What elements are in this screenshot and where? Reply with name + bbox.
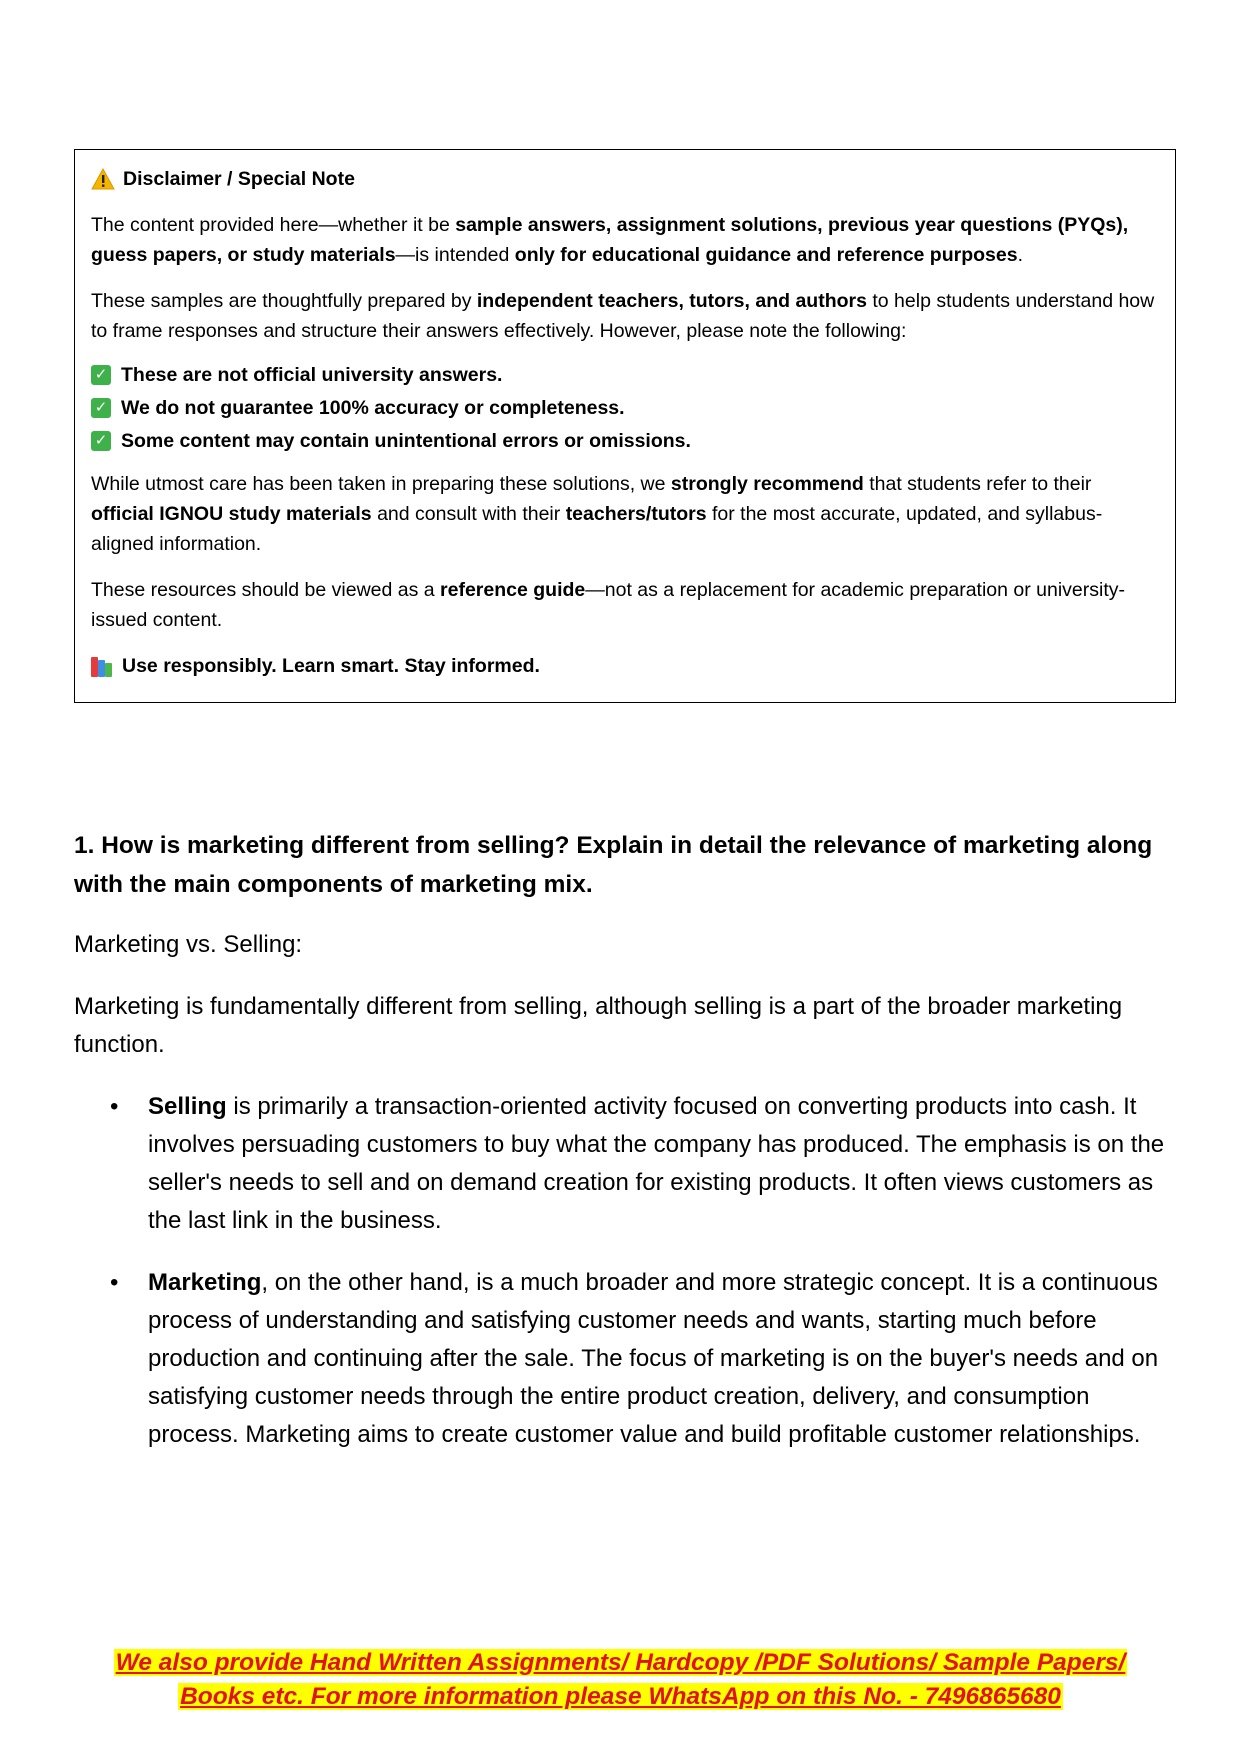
warning-icon [91,168,115,190]
bold-text: official IGNOU study materials [91,503,372,525]
description: , on the other hand, is a much broader and more strategic concept. It is a continuous process of understanding and satisfying customer needs and wants, starting much before production and continuing after the sale. The focus of marketing is on the buyer's needs and on satisfying customer needs through the entire product creation, delivery, and consumption process. Marketing aims to create customer value and build profitable customer relationships. [148,1269,1159,1448]
check-item-text: These are not official university answers. [121,363,503,386]
subheading: Marketing vs. Selling: [74,931,303,958]
bold-text: reference guide [440,579,586,601]
bold-text: independent teachers, tutors, and authors [476,290,867,312]
check-item [91,358,1159,391]
bold-text: only for educational guidance and reference purposes [514,244,1018,266]
check-item [91,391,1159,424]
check-item-text: Some content may contain unintentional errors or omissions. [121,429,691,452]
text: that students refer to their [863,473,1092,495]
description: is primarily a transaction-oriented activity focused on converting products into cash. It involves persuading customers to buy what the company has produced. The emphasis is on the seller's needs to sell and on demand creation for existing products. It often views customers as the last link in the business. [148,1093,1165,1234]
text: —is intended [395,244,515,266]
question-heading: 1. How is marketing different from selling? Explain in detail the relevance of marketing along with the main components of marketing mix. [74,832,1153,898]
promo-line-1: We also provide Hand Written Assignments/ Hardcopy /PDF Solutions/ Sample Papers/ [115,1649,1126,1676]
term: Selling [148,1093,227,1120]
promo-banner [60,1646,1181,1714]
checkmark-icon: ✓ [91,431,111,451]
disclaimer-title: Disclaimer / Special Note [123,168,355,190]
disclaimer-box [74,149,1176,703]
disclaimer-paragraph-2 [91,286,1159,346]
text: —not as a replacement for academic preparation or university-issued content. [91,579,1126,631]
disclaimer-check-list [91,358,1159,457]
text: The content provided here—whether it be [91,214,456,236]
text: These resources should be viewed as a [91,579,441,601]
term: Marketing [148,1269,262,1296]
bold-text: sample answers, assignment solutions, previous year questions (PYQs), guess papers, or study materials [91,214,1129,266]
text: While utmost care has been taken in preparing these solutions, we [91,473,671,495]
checkmark-icon: ✓ [91,398,111,418]
promo-line-2: Books etc. For more information please WhatsApp on this No. - 7496865680 [180,1683,1061,1710]
disclaimer-paragraph-3 [91,469,1159,559]
list-item [148,1088,1174,1240]
intro-paragraph: Marketing is fundamentally different from selling, although selling is a part of the broader marketing function. [74,993,1123,1058]
disclaimer-paragraph-1 [91,210,1159,270]
text: for the most accurate, updated, and syllabus-aligned information. [91,503,1103,555]
checkmark-icon: ✓ [91,365,111,385]
text: and consult with their [371,503,566,525]
disclaimer-footer [91,651,1159,681]
bullet-list [74,1088,1174,1454]
bold-text: strongly recommend [670,473,864,495]
disclaimer-paragraph-4 [91,575,1159,635]
disclaimer-heading [91,164,1159,194]
bold-text: teachers/tutors [565,503,707,525]
disclaimer-footer-text: Use responsibly. Learn smart. Stay informed. [122,655,540,677]
answer-section [74,826,1174,1478]
text: These samples are thoughtfully prepared by [91,290,477,312]
text: . [1017,244,1024,266]
list-item [148,1264,1174,1454]
books-icon [91,655,113,677]
text: to help students understand how to frame responses and structure their answers effectively. However, please note the following: [91,290,1155,342]
check-item [91,424,1159,457]
check-item-text: We do not guarantee 100% accuracy or completeness. [121,396,625,419]
